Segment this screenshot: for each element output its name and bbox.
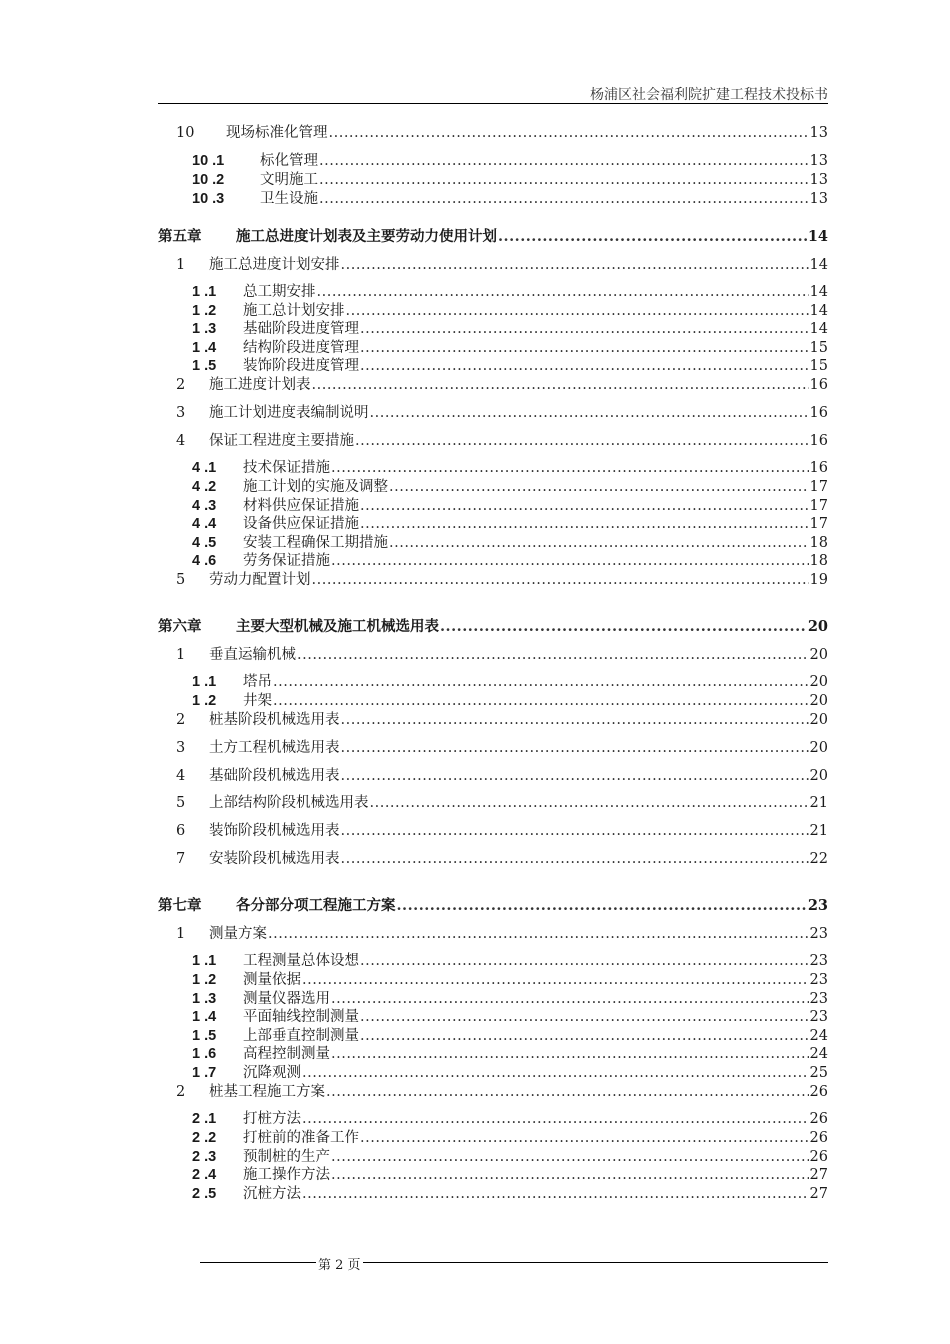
toc-section-entry[interactable] <box>0 849 950 869</box>
toc-section-entry[interactable] <box>0 403 950 423</box>
toc-entry-number: 4 .4 <box>192 516 217 532</box>
dot-leader <box>331 1165 809 1185</box>
toc-entry-number: 1 .3 <box>192 991 217 1007</box>
dot-leader <box>389 533 809 553</box>
toc-entry-number: 第六章 <box>158 618 202 635</box>
toc-entry-page: 15 <box>809 340 828 356</box>
toc-entry-number: 1 .7 <box>192 1065 217 1081</box>
dot-leader <box>355 431 809 451</box>
toc-entry-number: 3 <box>176 740 186 756</box>
toc-entry-page: 21 <box>809 795 828 811</box>
toc-entry-page: 18 <box>809 553 828 569</box>
dot-leader <box>302 1063 809 1083</box>
toc-entry-page: 14 <box>809 257 828 273</box>
dot-leader <box>273 691 809 711</box>
toc-entry-title: 工程测量总体设想 <box>243 953 359 969</box>
dot-leader <box>331 1147 809 1167</box>
dot-leader <box>331 1044 809 1064</box>
toc-entry-title: 施工总进度计划表及主要劳动力使用计划 <box>236 228 497 245</box>
toc-entry-number: 10 <box>176 125 195 141</box>
toc-entry-title: 总工期安排 <box>243 284 316 300</box>
dot-leader <box>370 793 809 813</box>
toc-entry-title: 材料供应保证措施 <box>243 498 359 514</box>
toc-section-entry[interactable] <box>0 645 950 665</box>
toc-entry-page: 17 <box>809 498 828 514</box>
toc-subsection-entry[interactable] <box>0 1026 950 1046</box>
toc-entry-title: 垂直运输机械 <box>209 647 296 663</box>
toc-entry-page: 20 <box>809 674 828 690</box>
toc-subsection-entry[interactable] <box>0 458 950 478</box>
toc-entry-title: 施工计划进度表编制说明 <box>209 405 369 421</box>
toc-entry-number: 4 .1 <box>192 460 217 476</box>
toc-subsection-entry[interactable] <box>0 970 950 990</box>
dot-leader <box>360 338 809 358</box>
toc-subsection-entry[interactable] <box>0 319 950 339</box>
toc-entry-page: 16 <box>809 405 828 421</box>
toc-entry-title: 保证工程进度主要措施 <box>209 433 354 449</box>
toc-entry-title: 施工计划的实施及调整 <box>243 479 388 495</box>
toc-entry-title: 测量方案 <box>209 926 267 942</box>
toc-entry-page: 26 <box>809 1149 828 1165</box>
toc-entry-number: 5 <box>176 572 186 588</box>
toc-subsection-entry[interactable] <box>0 1128 950 1148</box>
toc-subsection-entry[interactable] <box>0 1165 950 1185</box>
toc-subsection-entry[interactable] <box>0 170 950 190</box>
dot-leader <box>268 924 809 944</box>
dot-leader <box>297 645 809 665</box>
toc-subsection-entry[interactable] <box>0 151 950 171</box>
toc-entry-page: 16 <box>809 377 828 393</box>
dot-leader <box>302 1184 809 1204</box>
toc-entry-page: 20 <box>809 768 828 784</box>
toc-entry-title: 基础阶段进度管理 <box>243 321 359 337</box>
dot-leader <box>331 458 809 478</box>
toc-subsection-entry[interactable] <box>0 496 950 516</box>
dot-leader <box>319 189 809 209</box>
toc-entry-number: 1 .5 <box>192 358 217 374</box>
toc-section-entry[interactable] <box>0 570 950 590</box>
toc-entry-page: 13 <box>809 125 828 141</box>
toc-entry-page: 26 <box>809 1111 828 1127</box>
toc-subsection-entry[interactable] <box>0 989 950 1009</box>
toc-entry-number: 4 .5 <box>192 535 217 551</box>
dot-leader <box>302 1109 809 1129</box>
toc-entry-number: 10 .2 <box>192 172 225 188</box>
dot-leader <box>370 403 809 423</box>
toc-entry-title: 打桩前的准备工作 <box>243 1130 359 1146</box>
toc-entry-number: 2 .2 <box>192 1130 217 1146</box>
toc-entry-page: 21 <box>809 823 828 839</box>
toc-entry-page: 23 <box>809 926 828 942</box>
toc-entry-title: 施工总进度计划安排 <box>209 257 340 273</box>
toc-entry-page: 24 <box>809 1028 828 1044</box>
toc-entry-title: 装饰阶段机械选用表 <box>209 823 340 839</box>
toc-section-entry[interactable] <box>0 255 950 275</box>
toc-entry-page: 16 <box>809 433 828 449</box>
toc-entry-title: 安装工程确保工期措施 <box>243 535 388 551</box>
toc-entry-number: 1 .5 <box>192 1028 217 1044</box>
toc-entry-page: 26 <box>809 1130 828 1146</box>
toc-subsection-entry[interactable] <box>0 189 950 209</box>
toc-entry-page: 23 <box>809 953 828 969</box>
toc-entry-number: 1 <box>176 257 186 273</box>
toc-entry-page: 17 <box>809 516 828 532</box>
toc-subsection-entry[interactable] <box>0 691 950 711</box>
dot-leader <box>319 151 809 171</box>
toc-section-entry[interactable] <box>0 1082 950 1102</box>
toc-entry-page: 14 <box>809 284 828 300</box>
toc-entry-number: 2 .4 <box>192 1167 217 1183</box>
toc-entry-title: 沉降观测 <box>243 1065 301 1081</box>
toc-entry-page: 20 <box>809 712 828 728</box>
dot-leader <box>317 282 809 302</box>
toc-entry-title: 上部结构阶段机械选用表 <box>209 795 369 811</box>
dot-leader <box>341 255 809 275</box>
dot-leader <box>360 951 809 971</box>
toc-entry-page: 14 <box>807 228 828 245</box>
toc-entry-title: 施工操作方法 <box>243 1167 330 1183</box>
dot-leader <box>389 477 809 497</box>
toc-entry-title: 劳务保证措施 <box>243 553 330 569</box>
toc-entry-number: 7 <box>176 851 186 867</box>
dot-leader <box>346 301 809 321</box>
toc-entry-title: 预制桩的生产 <box>243 1149 330 1165</box>
toc-entry-title: 技术保证措施 <box>243 460 330 476</box>
toc-entry-page: 26 <box>809 1084 828 1100</box>
dot-leader <box>341 738 809 758</box>
toc-entry-title: 测量仪器选用 <box>243 991 330 1007</box>
toc-entry-number: 1 .1 <box>192 953 217 969</box>
toc-entry-page: 23 <box>809 1009 828 1025</box>
toc-subsection-entry[interactable] <box>0 1109 950 1129</box>
dot-leader <box>331 989 809 1009</box>
toc-entry-page: 13 <box>809 191 828 207</box>
toc-entry-title: 桩基阶段机械选用表 <box>209 712 340 728</box>
toc-entry-title: 卫生设施 <box>260 191 318 207</box>
toc-entry-page: 23 <box>809 972 828 988</box>
toc-subsection-entry[interactable] <box>0 1147 950 1167</box>
toc-entry-number: 10 .1 <box>192 153 225 169</box>
toc-entry-page: 19 <box>809 572 828 588</box>
dot-leader <box>360 1026 809 1046</box>
toc-entry-title: 主要大型机械及施工机械选用表 <box>236 618 439 635</box>
toc-entry-number: 2 .5 <box>192 1186 217 1202</box>
dot-leader <box>302 970 809 990</box>
toc-subsection-entry[interactable] <box>0 551 950 571</box>
toc-entry-page: 17 <box>809 479 828 495</box>
toc-entry-number: 5 <box>176 795 186 811</box>
toc-entry-number: 1 .2 <box>192 693 217 709</box>
toc-entry-title: 塔吊 <box>243 674 272 690</box>
toc-section-entry[interactable] <box>0 821 950 841</box>
toc-subsection-entry[interactable] <box>0 1044 950 1064</box>
dot-leader <box>341 849 809 869</box>
toc-entry-page: 23 <box>809 991 828 1007</box>
toc-subsection-entry[interactable] <box>0 1184 950 1204</box>
running-header: 杨浦区社会福利院扩建工程技术投标书 <box>590 87 828 103</box>
toc-entry-page: 13 <box>809 172 828 188</box>
toc-entry-title: 文明施工 <box>260 172 318 188</box>
toc-entry-number: 4 .3 <box>192 498 217 514</box>
dot-leader <box>312 375 809 395</box>
toc-subsection-entry[interactable] <box>0 1007 950 1027</box>
toc-entry-title: 打桩方法 <box>243 1111 301 1127</box>
toc-chapter-entry[interactable] <box>0 896 950 916</box>
toc-chapter-entry[interactable] <box>0 617 950 637</box>
toc-entry-number: 第七章 <box>158 897 202 914</box>
toc-entry-page: 13 <box>809 153 828 169</box>
toc-entry-number: 1 .1 <box>192 284 217 300</box>
toc-entry-title: 设备供应保证措施 <box>243 516 359 532</box>
toc-entry-page: 16 <box>809 460 828 476</box>
dot-leader <box>360 319 809 339</box>
toc-entry-title: 施工进度计划表 <box>209 377 311 393</box>
toc-subsection-entry[interactable] <box>0 338 950 358</box>
toc-entry-number: 2 <box>176 377 186 393</box>
toc-section-entry[interactable] <box>0 738 950 758</box>
toc-section-entry[interactable] <box>0 924 950 944</box>
toc-entry-title: 结构阶段进度管理 <box>243 340 359 356</box>
toc-entry-page: 22 <box>809 851 828 867</box>
toc-entry-title: 沉桩方法 <box>243 1186 301 1202</box>
toc-entry-number: 第五章 <box>158 228 202 245</box>
toc-entry-number: 4 .2 <box>192 479 217 495</box>
dot-leader <box>360 514 809 534</box>
dot-leader <box>440 617 807 637</box>
toc-entry-title: 土方工程机械选用表 <box>209 740 340 756</box>
toc-entry-title: 基础阶段机械选用表 <box>209 768 340 784</box>
dot-leader <box>312 570 809 590</box>
toc-section-entry[interactable] <box>0 375 950 395</box>
toc-section-entry[interactable] <box>0 710 950 730</box>
toc-subsection-entry[interactable] <box>0 1063 950 1083</box>
toc-entry-number: 10 .3 <box>192 191 225 207</box>
toc-entry-page: 20 <box>809 693 828 709</box>
toc-entry-page: 27 <box>809 1186 828 1202</box>
toc-subsection-entry[interactable] <box>0 514 950 534</box>
dot-leader <box>341 766 809 786</box>
toc-entry-number: 1 .3 <box>192 321 217 337</box>
toc-entry-page: 27 <box>809 1167 828 1183</box>
toc-entry-page: 20 <box>807 618 828 635</box>
toc-entry-number: 6 <box>176 823 186 839</box>
toc-entry-title: 安装阶段机械选用表 <box>209 851 340 867</box>
dot-leader <box>329 123 809 143</box>
dot-leader <box>397 896 807 916</box>
toc-entry-title: 测量依据 <box>243 972 301 988</box>
toc-subsection-entry[interactable] <box>0 356 950 376</box>
toc-entry-title: 上部垂直控制测量 <box>243 1028 359 1044</box>
toc-subsection-entry[interactable] <box>0 282 950 302</box>
toc-subsection-entry[interactable] <box>0 301 950 321</box>
toc-entry-title: 各分部分项工程施工方案 <box>236 897 396 914</box>
dot-leader <box>341 710 809 730</box>
dot-leader <box>273 672 809 692</box>
toc-entry-number: 1 .2 <box>192 972 217 988</box>
dot-leader <box>360 496 809 516</box>
toc-entry-number: 1 .6 <box>192 1046 217 1062</box>
toc-entry-title: 装饰阶段进度管理 <box>243 358 359 374</box>
toc-entry-number: 2 .1 <box>192 1111 217 1127</box>
dot-leader <box>319 170 809 190</box>
toc-entry-page: 24 <box>809 1046 828 1062</box>
toc-entry-number: 4 <box>176 433 186 449</box>
toc-entry-number: 1 <box>176 926 186 942</box>
toc-entry-title: 施工总计划安排 <box>243 303 345 319</box>
toc-entry-title: 高程控制测量 <box>243 1046 330 1062</box>
dot-leader <box>331 551 809 571</box>
toc-entry-number: 3 <box>176 405 186 421</box>
toc-subsection-entry[interactable] <box>0 951 950 971</box>
toc-section-entry[interactable] <box>0 123 950 143</box>
toc-entry-title: 井架 <box>243 693 272 709</box>
toc-entry-page: 15 <box>809 358 828 374</box>
footer-rule <box>200 1262 828 1263</box>
page-number: 第 2 页 <box>316 1254 363 1273</box>
toc-entry-number: 2 .3 <box>192 1149 217 1165</box>
toc-entry-page: 14 <box>809 321 828 337</box>
dot-leader <box>498 227 807 247</box>
toc-section-entry[interactable] <box>0 766 950 786</box>
dot-leader <box>360 1128 809 1148</box>
toc-entry-title: 桩基工程施工方案 <box>209 1084 325 1100</box>
toc-subsection-entry[interactable] <box>0 533 950 553</box>
toc-entry-title: 标化管理 <box>260 153 318 169</box>
toc-entry-title: 平面轴线控制测量 <box>243 1009 359 1025</box>
toc-entry-number: 1 .1 <box>192 674 217 690</box>
toc-entry-page: 23 <box>807 897 828 914</box>
toc-section-entry[interactable] <box>0 431 950 451</box>
toc-entry-number: 1 .4 <box>192 1009 217 1025</box>
toc-entry-title: 劳动力配置计划 <box>209 572 311 588</box>
toc-entry-page: 14 <box>809 303 828 319</box>
toc-entry-page: 18 <box>809 535 828 551</box>
dot-leader <box>360 1007 809 1027</box>
toc-entry-number: 1 .2 <box>192 303 217 319</box>
toc-entry-number: 1 .4 <box>192 340 217 356</box>
toc-subsection-entry[interactable] <box>0 672 950 692</box>
toc-entry-page: 25 <box>809 1065 828 1081</box>
dot-leader <box>326 1082 809 1102</box>
toc-entry-number: 1 <box>176 647 186 663</box>
toc-entry-title: 现场标准化管理 <box>226 125 328 141</box>
toc-entry-number: 2 <box>176 712 186 728</box>
toc-entry-page: 20 <box>809 740 828 756</box>
toc-entry-number: 4 <box>176 768 186 784</box>
toc-entry-number: 4 .6 <box>192 553 217 569</box>
toc-entry-number: 2 <box>176 1084 186 1100</box>
toc-section-entry[interactable] <box>0 793 950 813</box>
dot-leader <box>360 356 809 376</box>
toc-subsection-entry[interactable] <box>0 477 950 497</box>
toc-entry-page: 20 <box>809 647 828 663</box>
toc-chapter-entry[interactable] <box>0 227 950 247</box>
dot-leader <box>341 821 809 841</box>
